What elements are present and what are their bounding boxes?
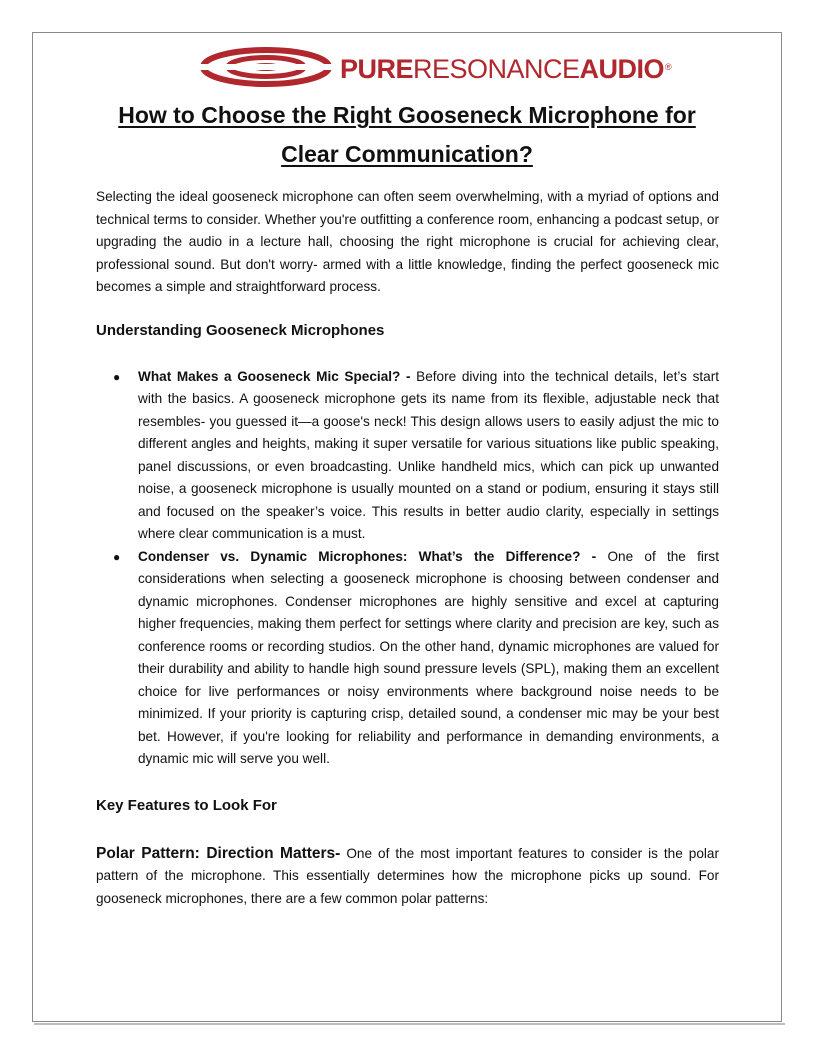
bullet-list — [96, 366, 719, 771]
intro-paragraph: Selecting the ideal gooseneck microphone can often seem overwhelming, with a myriad of options and technical terms to consider. Whether you're outfitting a conference room, enhancing a podcast setup, or upgrading the audio in a lecture hall, choosing the right microphone is crucial for achieving clear, professional sound. But don't worry- armed with a little knowledge, finding the perfect gooseneck mic becomes a simple and straightforward process. — [96, 189, 719, 294]
polar-pattern-paragraph — [96, 843, 719, 911]
section-heading-key-features: Key Features to Look For — [96, 796, 277, 814]
registered-mark: ® — [665, 62, 672, 72]
brand-word-resonance: RESONANCE — [413, 54, 580, 84]
section-heading-understanding: Understanding Gooseneck Microphones — [96, 321, 385, 339]
list-item — [96, 546, 719, 771]
list-item — [96, 366, 719, 546]
sound-wave-logo-icon — [200, 47, 332, 87]
article-body — [96, 186, 719, 910]
brand-logo — [200, 47, 672, 91]
polar-pattern-lead: Polar Pattern: Direction Matters- — [96, 844, 341, 862]
polar-pattern-text: One of the most important features to consider is the polar pattern of the microphone. This essentially determines how the microphone picks up sound. For gooseneck microphones, there are a few common polar patterns: — [96, 845, 719, 906]
bullet-text: One of the first considerations when selecting a gooseneck microphone is choosing between condenser and dynamic microphones. Condenser microphones are highly sensitive and excel at capturing higher frequencies, making them perfect for settings where clarity and precision are key, such as conference rooms or recording studios. On the other hand, dynamic microphones are valued for their durability and ability to handle high sound pressure levels (SPL), making them an excellent choice for live performances or noisy environments where background noise needs to be minimized. If your priority is capturing crisp, detailed sound, a condenser mic may be your best bet. However, if you're looking for reliability and performance in demanding environments, a dynamic mic will serve you well. — [138, 548, 720, 766]
bullet-lead: What Makes a Gooseneck Mic Special? - — [138, 368, 411, 384]
bullet-dot-icon: ● — [113, 549, 121, 564]
brand-word-pure: PURE — [340, 54, 414, 84]
brand-word-audio: AUDIO — [579, 54, 665, 84]
bullet-dot-icon: ● — [113, 369, 121, 384]
bullet-text: Before diving into the technical details, let’s start with the basics. A gooseneck microphone gets its name from its flexible, adjustable neck that resembles- you guessed it—a goose's neck! This design allows users to easily adjust the mic to different angles and heights, making it super versatile for various situations like public speaking, panel discussions, or even broadcasting. Unlike handheld mics, which can pick up unwanted noise, a gooseneck microphone is usually mounted on a stand or podium, ensuring it stays still and focused on the speaker’s voice. This results in better audio clarity, especially in settings where clear communication is a must. — [138, 368, 720, 541]
brand-name — [340, 55, 671, 83]
page-title: How to Choose the Right Gooseneck Microphone for Clear Communication? — [118, 102, 696, 167]
bullet-lead: Condenser vs. Dynamic Microphones: What’s the Difference? - — [138, 548, 597, 564]
